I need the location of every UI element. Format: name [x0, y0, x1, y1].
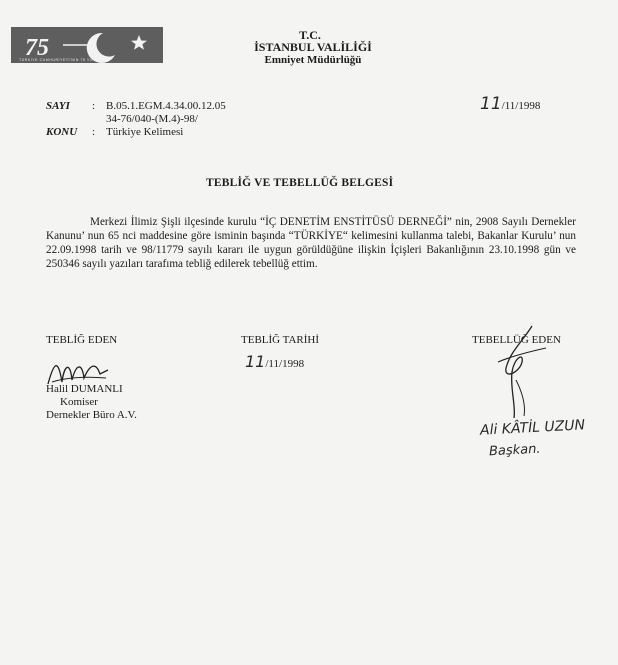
notification-date-handwritten-day: 11 — [245, 352, 266, 371]
left-signer-name: Halil DUMANLI — [46, 383, 123, 395]
left-signer-rank: Komiser — [60, 396, 98, 408]
tc-heading: T.C. — [299, 28, 321, 42]
right-signer-handwritten-name: Ali KÂTİL UZUN — [479, 417, 586, 439]
sayi-colon: : — [92, 100, 96, 112]
document-title: TEBLİĞ VE TEBELLÜĞ BELGESİ — [206, 177, 394, 189]
sayi-line-1: B.05.1.EGM.4.34.00.12.05 — [106, 100, 226, 112]
body-paragraph: Merkezi İlimiz Şişli ilçesinde kurulu “İÇ DENETİM ENSTİTÜSÜ DERNEĞİ” nin, 2908 Sayılı Dernekler Kanunu’ nun 65 nci maddesine göre isminin başında “TÜRKİYE“ kelimesini kullanma talebi, Bakanlar Kurulu’ nun 22.09.1998 tarih ve 98/11779 sayılı kararı ile uygun görüldüğüne ilişkin İçişleri Bakanlığının 23.10.1998 gün ve 250346 sayılı yazıları tarafıma tebliğ edilerek tebellüğ ettim. — [46, 216, 576, 270]
crescent-star-icon — [11, 27, 163, 63]
right-signer-handwritten-title: Başkan. — [488, 441, 541, 460]
notification-date — [245, 352, 304, 372]
right-handwritten-signature — [492, 322, 552, 422]
logo-number: 75 — [25, 35, 49, 61]
sayi-line-2: 34-76/040-(M.4)-98/ — [106, 113, 198, 125]
konu-colon: : — [92, 126, 96, 138]
notification-date-printed-rest: /11/1998 — [265, 358, 305, 370]
governorship-heading: İSTANBUL VALİLİĞİ — [254, 40, 372, 54]
document-date — [480, 94, 540, 114]
document-body — [46, 215, 576, 271]
middle-signature-heading: TEBLİĞ TARİHİ — [241, 334, 320, 346]
sayi-label: SAYI — [46, 100, 70, 112]
logo-caption: TÜRKİYE CUMHURİYETİ'NİN 75 YILI — [19, 58, 96, 62]
date-handwritten-day: 11 — [480, 94, 502, 114]
anniversary-logo — [11, 27, 163, 63]
left-signature-heading: TEBLİĞ EDEN — [46, 334, 118, 346]
directorate-heading: Emniyet Müdürlüğü — [264, 54, 362, 66]
date-printed-rest: /11/1998 — [501, 100, 541, 112]
konu-label: KONU — [46, 126, 78, 138]
left-signer-unit: Dernekler Büro A.V. — [46, 409, 137, 421]
right-signature-heading: TEBELLÜĞ EDEN — [472, 334, 561, 346]
konu-value: Türkiye Kelimesi — [106, 126, 184, 138]
